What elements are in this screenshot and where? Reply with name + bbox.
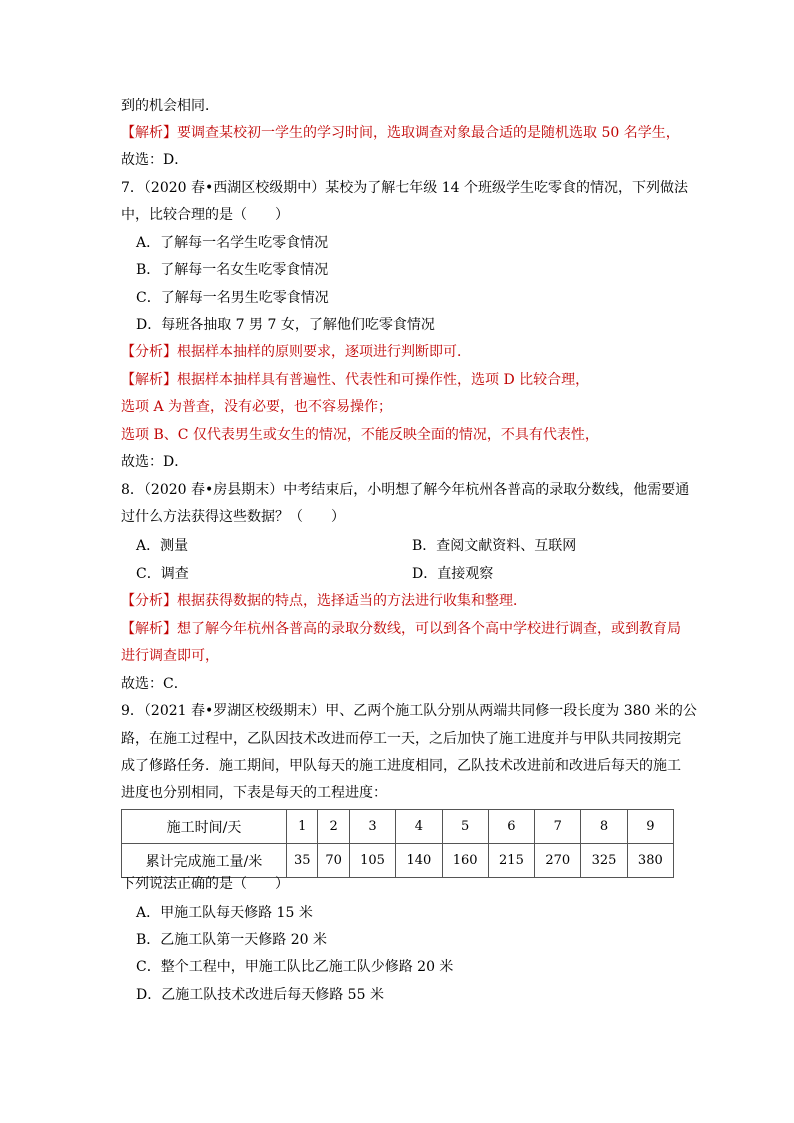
q7-option-d: D．每班各抽取 7 男 7 女，了解他们吃零食情况 <box>136 317 435 333</box>
table-cell: 1 <box>287 810 318 844</box>
table-cell: 70 <box>318 844 349 878</box>
q8-option-b: B．查阅文献资料、互联网 <box>412 538 577 554</box>
table-row <box>122 844 674 878</box>
question-7-stem-cont: 中，比较合理的是（ ） <box>121 207 289 223</box>
q9-option-a: A．甲施工队每天修路 15 米 <box>136 905 313 921</box>
q8-option-d: D．直接观察 <box>412 566 494 582</box>
q7-option-a: A．了解每一名学生吃零食情况 <box>136 235 329 251</box>
solution-line: 【解析】要调查某校初一学生的学习时间，选取调查对象最合适的是随机选取 50 名学生， <box>121 125 680 141</box>
table-cell: 7 <box>535 810 581 844</box>
table-cell: 2 <box>318 810 349 844</box>
q7-answer: 故选：D． <box>121 454 189 470</box>
q7-solution-cont-2: 选项 B、C 仅代表男生或女生的情况，不能反映全面的情况，不具有代表性， <box>121 427 599 443</box>
q7-analysis: 【分析】根据样本抽样的原则要求，逐项进行判断即可． <box>121 344 471 360</box>
q8-answer: 故选：C． <box>121 676 188 692</box>
question-7-stem: 7．（2020 春•西湖区校级期中）某校为了解七年级 14 个班级学生吃零食的情况，下列做法 <box>121 180 688 196</box>
table-cell: 35 <box>287 844 318 878</box>
table-cell: 380 <box>627 844 673 878</box>
table-row <box>122 810 674 844</box>
table-cell: 215 <box>488 844 534 878</box>
table-cell: 8 <box>581 810 627 844</box>
table-cell: 105 <box>349 844 395 878</box>
progress-table <box>121 809 674 878</box>
q7-solution: 【解析】根据样本抽样具有普遍性、代表性和可操作性，选项 D 比较合理， <box>121 372 590 388</box>
table-cell: 4 <box>396 810 442 844</box>
q7-option-c: C．了解每一名男生吃零食情况 <box>136 290 329 306</box>
table-cell: 270 <box>535 844 581 878</box>
question-9-prompt: 下列说法正确的是（ ） <box>121 876 289 892</box>
question-9-stem: 9．（2021 春•罗湖区校级期末）甲、乙两个施工队分别从两端共同修一段长度为 380 米的公 <box>121 703 697 719</box>
q9-option-c: C．整个工程中，甲施工队比乙施工队少修路 20 米 <box>136 959 454 975</box>
q7-option-b: B．了解每一名女生吃零食情况 <box>136 262 329 278</box>
table-cell: 140 <box>396 844 442 878</box>
table-cell: 5 <box>442 810 488 844</box>
q7-solution-cont-1: 选项 A 为普查，没有必要，也不容易操作； <box>121 399 393 415</box>
table-cell: 6 <box>488 810 534 844</box>
table-cell: 325 <box>581 844 627 878</box>
text-line: 到的机会相同． <box>121 98 219 114</box>
table-cell: 9 <box>627 810 673 844</box>
q8-solution: 【解析】想了解今年杭州各普高的录取分数线，可以到各个高中学校进行调查，或到教育局 <box>121 621 681 637</box>
table-cell: 3 <box>349 810 395 844</box>
q9-option-b: B．乙施工队第一天修路 20 米 <box>136 932 328 948</box>
q8-option-c: C．调查 <box>136 566 189 582</box>
table-header-cell: 累计完成施工量/米 <box>122 844 287 878</box>
table-header-cell: 施工时间/天 <box>122 810 287 844</box>
q8-option-a: A．测量 <box>136 538 189 554</box>
question-9-stem-cont-1: 路，在施工过程中，乙队因技术改进而停工一天，之后加快了施工进度并与甲队共同按期完 <box>121 731 681 747</box>
question-9-stem-cont-3: 进度也分别相同，下表是每天的工程进度： <box>121 785 387 801</box>
table-cell: 160 <box>442 844 488 878</box>
q8-analysis: 【分析】根据获得数据的特点，选择适当的方法进行收集和整理． <box>121 593 527 609</box>
question-8-stem-cont: 过什么方法获得这些数据？（ ） <box>121 509 345 525</box>
q8-solution-cont: 进行调查即可， <box>121 648 219 664</box>
question-9-stem-cont-2: 成了修路任务．施工期间，甲队每天的施工进度相同，乙队技术改进前和改进后每天的施工 <box>121 758 681 774</box>
q9-option-d: D．乙施工队技术改进后每天修路 55 米 <box>136 987 384 1003</box>
question-8-stem: 8．（2020 春•房县期末）中考结束后，小明想了解今年杭州各普高的录取分数线，他需要通 <box>121 482 690 498</box>
answer-line: 故选：D． <box>121 152 189 168</box>
